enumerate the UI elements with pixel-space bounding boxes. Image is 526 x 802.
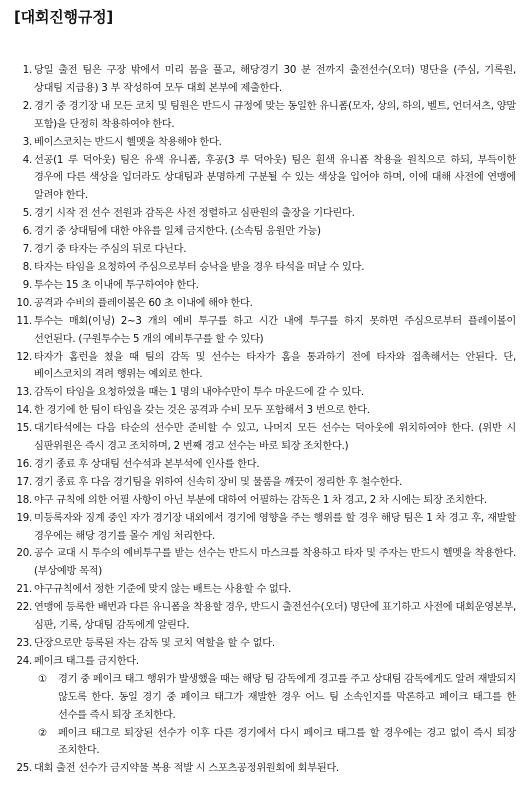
page-title: [대회진행규정] <box>14 8 114 26</box>
rule-number: 5. <box>22 208 32 220</box>
rule-text: 투수는 매회(이닝) 2~3 개의 예비 투구를 하고 시간 내에 투구를 하지 못하면 주심으로부터 플레이볼이 선언된다. (구원투수는 5 개의 예비투구를 할 수 있다) <box>34 315 516 345</box>
sub-rule-item <box>38 671 516 725</box>
rule-text: 미등록자와 징계 중인 자가 경기장 내외에서 경기에 영향을 주는 행위를 할 경우 해당 팀은 1 차 경고 후, 재발할 경우에는 해당 경기를 몰수 게임 처리한다. <box>34 512 516 542</box>
rule-text: 대회 출전 선수가 금지약물 복용 적발 시 스포츠공정위원회에 회부된다. <box>34 763 340 775</box>
rule-item <box>0 223 526 241</box>
rule-item <box>0 349 526 385</box>
sub-rule-marker: ② <box>38 727 47 739</box>
rule-number: 10. <box>16 297 32 309</box>
rule-item <box>0 492 526 510</box>
rule-item <box>0 152 526 206</box>
rule-number: 20. <box>16 548 32 560</box>
rule-item <box>0 545 526 581</box>
rule-text: 타자가 홈런을 쳤을 때 팀의 감독 및 선수는 타자가 홈을 통과하기 전에 타자와 접촉해서는 안된다. 단, 베이스코치의 격려 행위는 예외로 한다. <box>34 351 516 381</box>
rule-item <box>0 277 526 295</box>
rule-number: 9. <box>22 279 32 291</box>
rule-number: 15. <box>16 423 32 435</box>
rule-item <box>0 635 526 653</box>
rule-item <box>0 402 526 420</box>
rule-text: 페이크 태그를 금지한다. <box>34 655 139 667</box>
rule-item <box>0 98 526 134</box>
rule-text: 경기 종료 후 상대팀 선수석과 본부석에 인사를 한다. <box>34 458 260 470</box>
rule-item <box>0 259 526 277</box>
rule-text: 공수 교대 시 투수의 예비투구를 받는 선수는 반드시 마스크를 착용하고 타자 및 주자는 반드시 헬멧을 착용한다. (부상예방 목적) <box>34 548 516 578</box>
rule-text: 야구 규칙에 의한 어필 사항이 아닌 부분에 대하여 어필하는 감독은 1 차 경고, 2 차 시에는 퇴장 조치한다. <box>34 494 487 506</box>
rule-number: 21. <box>16 584 32 596</box>
rule-item <box>0 384 526 402</box>
sub-rule-text: 경기 중 페이크 태그 행위가 발생했을 때는 해당 팀 감독에게 경고를 주고 상대팀 감독에게도 알려 재발되지 않도록 한다. 동일 경기 중 페이크 태그가 재발한 경우 어느 팀 소속인지를 막론하고 페이크 태그를 한 선수를 즉시 퇴장 조치한다. <box>58 673 516 721</box>
rule-text: 타자는 타임을 요청하여 주심으로부터 승낙을 받을 경우 타석을 떠날 수 있다. <box>34 261 365 273</box>
rule-number: 24. <box>16 655 32 667</box>
rule-number: 13. <box>16 387 32 399</box>
rule-item <box>0 241 526 259</box>
rule-number: 6. <box>22 226 32 238</box>
rule-number: 2. <box>22 100 32 112</box>
rule-text: 경기 중 경기장 내 모든 코치 및 팀원은 반드시 규정에 맞는 동일한 유니폼(모자, 상의, 하의, 벨트, 언더셔츠, 양말 포함)을 단정히 착용하여야 한다. <box>34 100 516 130</box>
rule-item <box>0 581 526 599</box>
rule-item <box>0 599 526 635</box>
sub-rule-item <box>38 725 516 761</box>
rule-text: 당일 출전 팀은 구장 밖에서 미리 몸을 풀고, 해당경기 30 분 전까지 출전선수(오더) 명단을 (주심, 기록원, 상대팀 지급용) 3 부 작성하여 모두 대회 본부에 제출한다. <box>34 65 516 94</box>
rule-item <box>0 62 526 98</box>
rule-number: 25. <box>16 763 32 775</box>
rule-number: 3. <box>22 136 32 148</box>
rule-number: 12. <box>16 351 32 363</box>
rule-item <box>0 760 526 778</box>
rule-text: 한 경기에 한 팀이 타임을 갖는 것은 공격과 수비 모두 포함해서 3 번으로 한다. <box>34 405 370 417</box>
rule-text: 야구규칙에서 정한 기준에 맞지 않는 배트는 사용할 수 없다. <box>34 584 292 596</box>
rule-text: 경기 종료 후 다음 경기팀을 위하여 신속히 장비 및 물품을 깨끗이 정리한 후 철수한다. <box>34 476 402 488</box>
rule-number: 1. <box>22 65 32 76</box>
rule-text: 선공(1 루 덕아웃) 팀은 유색 유니폼, 후공(3 루 덕아웃) 팀은 흰색 유니폼 착용을 원칙으로 하되, 부득이한 경우에 다른 색상을 입더라도 상대팀과 분명하게 구분될 수 있는 색상을 입어야 하며, 이에 대해 사전에 연맹에 알려야 한다. <box>34 154 516 202</box>
rule-number: 19. <box>16 512 32 524</box>
rule-text: 투수는 15 초 이내에 투구하여야 한다. <box>34 279 199 291</box>
sub-rule-text: 페이크 태그로 퇴장된 선수가 이후 다른 경기에서 다시 페이크 태그를 할 경우에는 경고 없이 즉시 퇴장 조치한다. <box>58 727 516 757</box>
rule-text: 경기 중 상대팀에 대한 야유를 일체 금지한다. (소속팀 응원만 가능) <box>34 226 321 238</box>
rule-number: 8. <box>22 261 32 273</box>
rule-text: 경기 시작 전 선수 전원과 감독은 사전 정렬하고 심판원의 출장을 기다린다. <box>34 208 355 220</box>
rule-item <box>0 653 526 760</box>
rule-number: 11. <box>16 315 32 327</box>
rule-item <box>0 456 526 474</box>
rule-text: 경기 중 타자는 주심의 뒤로 다닌다. <box>34 244 187 256</box>
rule-item <box>0 420 526 456</box>
rule-number: 16. <box>16 458 32 470</box>
rule-item <box>0 313 526 349</box>
rule-item <box>0 205 526 223</box>
rule-number: 7. <box>22 244 32 256</box>
rule-text: 공격과 수비의 플레이볼은 60 초 이내에 해야 한다. <box>34 297 253 309</box>
rule-number: 18. <box>16 494 32 506</box>
rule-item <box>0 134 526 152</box>
rule-number: 4. <box>22 154 32 166</box>
rule-text: 베이스코치는 반드시 헬멧을 착용해야 한다. <box>34 136 222 148</box>
rule-text: 감독이 타임을 요청하였을 때는 1 명의 내야수만이 투수 마운드에 갈 수 있다. <box>34 387 364 399</box>
rule-text: 연맹에 등록한 배번과 다른 유니폼을 착용할 경우, 반드시 출전선수(오더) 명단에 표기하고 사전에 대회운영본부, 심판, 기록, 상대팀 감독에게 알린다. <box>34 602 516 632</box>
sub-rule-list <box>34 671 516 761</box>
rule-number: 17. <box>16 476 32 488</box>
rule-item <box>0 474 526 492</box>
rule-item <box>0 295 526 313</box>
sub-rule-marker: ① <box>38 673 47 685</box>
rule-item <box>0 510 526 546</box>
rule-number: 23. <box>16 638 32 649</box>
rules-list <box>0 62 526 778</box>
rule-text: 대기타석에는 다음 타순의 선수만 준비할 수 있고, 나머지 모든 선수는 덕아웃에 위치하여야 한다. (위반 시 심판위원은 즉시 경고 조치하며, 2 번째 경고 선수는 바로 퇴장 조치한다.) <box>34 423 516 453</box>
rule-text: 단장으로만 등록된 자는 감독 및 코치 역할을 할 수 없다. <box>34 638 275 649</box>
rule-number: 14. <box>16 405 32 417</box>
rule-number: 22. <box>16 602 32 614</box>
